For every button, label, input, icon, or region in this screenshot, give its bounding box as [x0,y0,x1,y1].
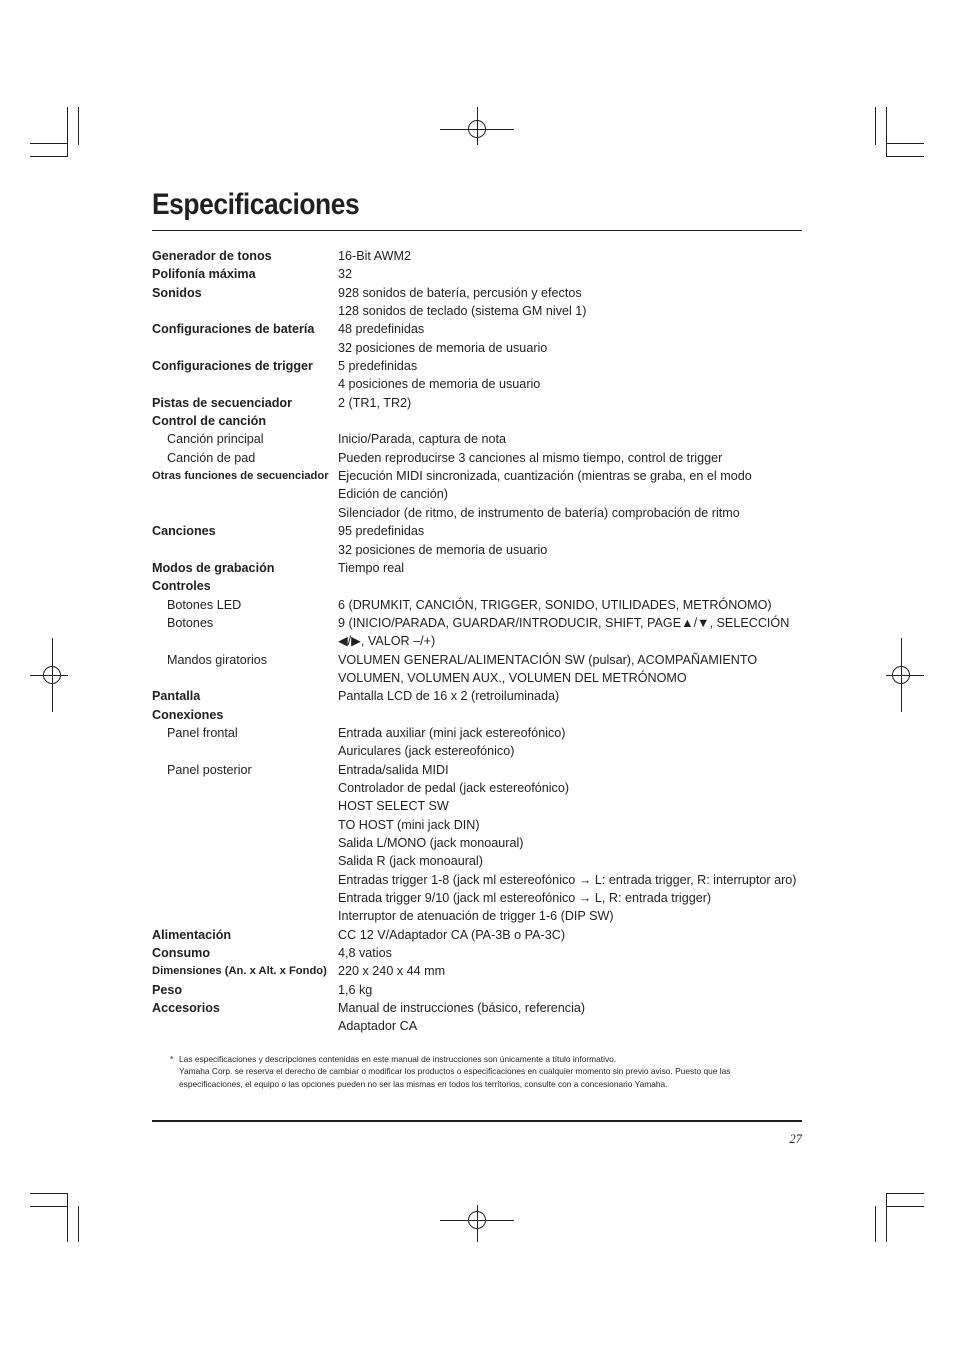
spec-label: Consumo [152,946,211,961]
spec-label: Alimentación [152,927,232,942]
spec-label: Generador de tonos [152,249,272,263]
spec-label: Controles [152,579,211,594]
spec-row [152,485,812,503]
spec-row [152,981,812,999]
spec-label: Otras funciones de secuenciador [152,470,329,483]
spec-value: 48 predefinidas [338,322,425,337]
spec-value: 220 x 240 x 44 mm [338,964,446,979]
spec-row [152,375,812,393]
spec-label: Conexiones [152,707,224,722]
spec-row [152,1017,812,1035]
spec-label: Configuraciones de trigger [152,359,313,374]
spec-value: ◀/▶, VALOR –/+) [338,634,436,649]
spec-label: Panel frontal [167,725,238,740]
spec-value: HOST SELECT SW [338,799,449,814]
spec-row [152,412,812,430]
footnote-marker: * [170,1054,174,1064]
spec-row [152,999,812,1017]
spec-value [338,412,812,430]
spec-value: 1,6 kg [338,982,373,997]
spec-row [152,247,812,265]
spec-label: Sonidos [152,285,202,300]
spec-row [152,687,812,705]
spec-row [152,724,812,742]
spec-label [152,375,338,393]
spec-label: Peso [152,982,183,997]
spec-value: Adaptador CA [338,1019,418,1034]
spec-row [152,430,812,448]
spec-value: Pantalla LCD de 16 x 2 (retroiluminada) [338,689,560,704]
spec-row [152,742,812,760]
spec-row [152,394,812,412]
spec-row [152,852,812,870]
spec-label: Botones [167,615,214,630]
spec-row [152,302,812,320]
spec-value: 128 sonidos de teclado (sistema GM nivel 1) [338,304,587,319]
spec-label: Mandos giratorios [167,652,268,667]
spec-row [152,669,812,687]
spec-label [152,632,338,650]
footnote [170,1053,800,1090]
spec-value: Interruptor de atenuación de trigger 1-6 (DIP SW) [338,909,614,924]
spec-row [152,907,812,925]
spec-value [338,706,812,724]
spec-label: Control de canción [152,414,267,429]
spec-label: Canción de pad [167,450,256,465]
spec-row [152,504,812,522]
spec-row [152,522,812,540]
spec-label [152,485,338,503]
spec-value: Ejecución MIDI sincronizada, cuantización (mientras se graba, en el modo [338,469,752,484]
spec-label [152,907,338,925]
spec-row [152,651,812,669]
spec-value: 6 (DRUMKIT, CANCIÓN, TRIGGER, SONIDO, UTILIDADES, METRÓNOMO) [338,597,772,612]
spec-value: Edición de canción) [338,487,448,502]
spec-label [152,541,338,559]
spec-row [152,834,812,852]
spec-value: Manual de instrucciones (básico, referencia) [338,1001,586,1016]
spec-row [152,559,812,577]
spec-value: 5 predefinidas [338,359,418,374]
spec-value: 32 posiciones de memoria de usuario [338,542,548,557]
spec-value: Entrada/salida MIDI [338,762,449,777]
spec-value: 32 posiciones de memoria de usuario [338,340,548,355]
spec-value: TO HOST (mini jack DIN) [338,817,480,832]
spec-row [152,596,812,614]
spec-row [152,797,812,815]
spec-label: Configuraciones de batería [152,322,315,337]
spec-list [152,247,812,1036]
spec-value: Controlador de pedal (jack estereofónico) [338,780,570,795]
spec-label [152,669,338,687]
spec-label: Pantalla [152,689,201,704]
spec-value: VOLUMEN GENERAL/ALIMENTACIÓN SW (pulsar), ACOMPAÑAMIENTO [338,652,758,667]
spec-label [152,797,338,815]
spec-row [152,467,812,485]
spec-row [152,926,812,944]
spec-row [152,962,812,980]
spec-row [152,889,812,907]
spec-value: 95 predefinidas [338,524,425,539]
bottom-rule [152,1120,802,1122]
spec-value: Salida L/MONO (jack monoaural) [338,836,524,850]
spec-row [152,614,812,632]
spec-label [152,834,338,852]
spec-row [152,944,812,962]
spec-label: Polifonía máxima [152,267,256,282]
spec-row [152,357,812,375]
spec-value: 32 [338,267,353,282]
spec-label [152,871,338,889]
spec-value: Pueden reproducirse 3 canciones al mismo tiempo, control de trigger [338,450,723,465]
spec-row [152,339,812,357]
spec-label [152,852,338,870]
spec-label [152,742,338,760]
spec-row [152,320,812,338]
page-number: 27 [789,1132,802,1146]
spec-row [152,541,812,559]
spec-label [152,302,338,320]
spec-value: 2 (TR1, TR2) [338,395,412,410]
spec-label: Canciones [152,524,216,539]
spec-label: Pistas de secuenciador [152,395,292,410]
title-rule [152,230,802,231]
spec-value: CC 12 V/Adaptador CA (PA-3B o PA-3C) [338,927,566,942]
spec-label [152,1017,338,1035]
spec-value: Silenciador (de ritmo, de instrumento de batería) comprobación de ritmo [338,505,740,520]
spec-label [152,889,338,907]
spec-label [152,779,338,797]
spec-label: Dimensiones (An. x Alt. x Fondo) [152,965,327,978]
spec-value: Inicio/Parada, captura de nota [338,432,507,447]
spec-row [152,284,812,302]
spec-value [338,577,812,595]
spec-value: 4,8 vatios [338,946,392,961]
spec-row [152,577,812,595]
spec-label: Panel posterior [167,762,252,777]
spec-row [152,449,812,467]
spec-label: Accesorios [152,1001,220,1016]
footnote-line: Yamaha Corp. se reserva el derecho de cambiar o modificar los productos o especificaciones en cualquier momento sin previo aviso. Puesto que las [179,1066,731,1077]
spec-row [152,816,812,834]
spec-value: VOLUMEN, VOLUMEN AUX., VOLUMEN DEL METRÓNOMO [338,670,687,685]
spec-row [152,265,812,283]
spec-value: Entrada trigger 9/10 (jack ml estereofónico → L, R: entrada trigger) [338,891,712,906]
spec-label [152,816,338,834]
spec-label: Botones LED [167,597,242,612]
footnote-line: especificaciones, el equipo o las opciones pueden no ser las mismas en todos los territorios, consulte con a concesionario Yamaha. [179,1078,668,1089]
spec-value: 16-Bit AWM2 [338,249,412,263]
spec-label: Canción principal [167,432,264,447]
spec-value: Salida R (jack monoaural) [338,854,483,869]
spec-value: 928 sonidos de batería, percusión y efectos [338,285,582,300]
page-title: Especificaciones [152,188,360,221]
spec-value: Entradas trigger 1-8 (jack ml estereofónico → L: entrada trigger, R: interruptor aro) [338,872,797,887]
spec-label [152,339,338,357]
spec-row [152,632,812,650]
spec-row [152,779,812,797]
spec-value: 9 (INICIO/PARADA, GUARDAR/INTRODUCIR, SHIFT, PAGE▲/▼, SELECCIÓN [338,615,790,630]
spec-value: Entrada auxiliar (mini jack estereofónico) [338,725,566,740]
spec-label: Modos de grabación [152,560,275,575]
spec-value: Auriculares (jack estereofónico) [338,744,515,759]
spec-row [152,706,812,724]
spec-row [152,761,812,779]
spec-label [152,504,338,522]
spec-value: Tiempo real [338,560,405,575]
footnote-line: Las especificaciones y descripciones contenidas en este manual de instrucciones son únicamente a título informativo. [179,1054,617,1064]
spec-row [152,871,812,889]
spec-value: 4 posiciones de memoria de usuario [338,377,541,392]
